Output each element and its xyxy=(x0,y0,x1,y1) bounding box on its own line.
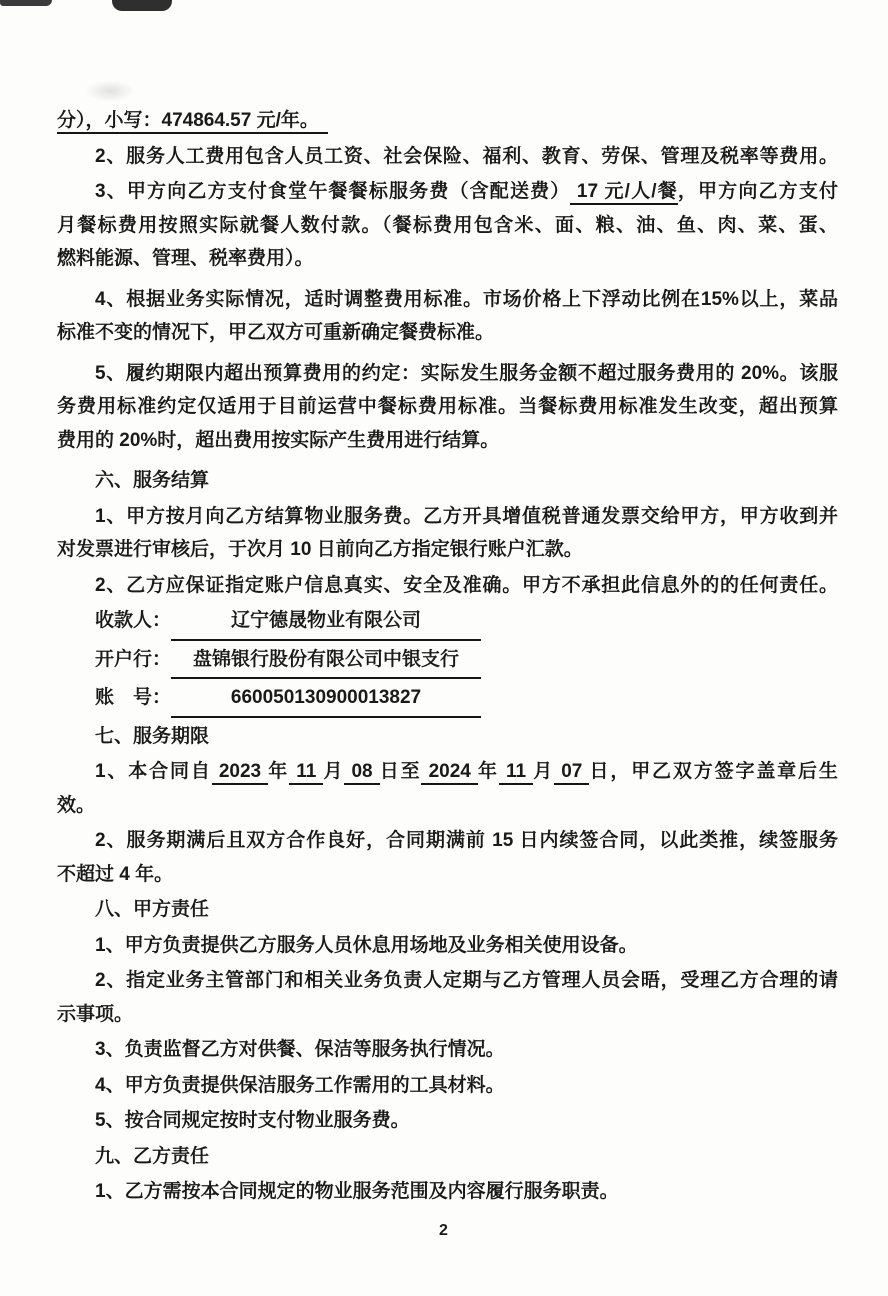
text-segment: 年 xyxy=(268,761,290,782)
text-line xyxy=(57,533,838,567)
text-segment: 1、甲方按月向乙方结算物业服务费。乙方开具增值税普通发票交给甲方，甲方收到并 xyxy=(95,505,838,527)
scan-artifact xyxy=(0,0,52,6)
text-segment: 4、甲方负责提供保洁服务工作需用的工具材料。 xyxy=(95,1074,505,1096)
text-line xyxy=(57,1175,838,1209)
text-line xyxy=(57,209,838,243)
text-segment: 燃料能源、管理、税率费用）。 xyxy=(57,248,314,269)
scan-artifact xyxy=(112,0,172,11)
text-segment: 不超过 4 年。 xyxy=(57,863,174,885)
text-segment: 务费用标准约定仅适用于目前运营中餐标费用标准。当餐标费用标准发生改变，超出预算 xyxy=(57,396,838,417)
text-segment: 效。 xyxy=(57,794,96,816)
clause-a2 xyxy=(57,964,838,1031)
section-title: 六、服务结算 xyxy=(95,470,210,491)
text-segment: 对发票进行审核后，于次月 10 日前向乙方指定银行账户汇款。 xyxy=(57,539,583,560)
end-year: 2024 xyxy=(421,761,478,785)
text-line xyxy=(57,569,838,603)
text-line xyxy=(57,755,838,789)
payee-name: 辽宁德晟物业有限公司 xyxy=(171,604,481,641)
section-title: 九、乙方责任 xyxy=(95,1145,210,1167)
text-segment: 开户行： xyxy=(95,648,172,670)
text-segment: 1、甲方负责提供乙方服务人员休息用场地及业务相关使用设备。 xyxy=(95,934,638,956)
bank-line xyxy=(57,643,838,680)
end-month: 11 xyxy=(499,761,533,785)
clause-a5 xyxy=(57,1104,838,1138)
bank-name: 盘锦银行股份有限公司中银支行 xyxy=(171,643,481,680)
clause-a3 xyxy=(57,1033,838,1067)
text-line xyxy=(57,357,838,391)
end-day: 07 xyxy=(554,761,589,785)
text-segment: 账 号： xyxy=(95,687,172,708)
clause-a1 xyxy=(57,929,838,963)
clause-a4 xyxy=(57,1069,838,1103)
page-number: 2 xyxy=(439,1222,449,1239)
payee-line xyxy=(57,604,838,641)
text-line xyxy=(57,175,838,209)
start-day: 08 xyxy=(344,761,379,785)
text-segment: 1、乙方需按本合同规定的物业服务范围及内容履行服务职责。 xyxy=(95,1181,619,1202)
clause-contract-term xyxy=(57,755,838,822)
text-line xyxy=(57,893,838,927)
text-line xyxy=(57,789,838,823)
clause-account-accuracy xyxy=(57,569,838,603)
account-line xyxy=(57,681,838,718)
clause-meal-fee xyxy=(57,175,838,276)
text-line xyxy=(57,464,838,498)
text-segment: 2、服务人工费用包含人员工资、社会保险、福利、教育、劳保、管理及税率等费用。 xyxy=(95,145,838,167)
text-line xyxy=(57,998,838,1032)
meal-price-per-person: 17 元/人/餐 xyxy=(570,181,677,205)
text-segment: 日至 xyxy=(379,761,422,782)
text-line xyxy=(57,140,838,174)
text-segment: 3、负责监督乙方对供餐、保洁等服务执行情况。 xyxy=(95,1039,505,1060)
clause-labor-cost xyxy=(57,140,838,174)
section-eight-party-a xyxy=(57,893,838,927)
text-segment: 费用的 20%时，超出费用按实际产生费用进行结算。 xyxy=(57,429,500,451)
text-line xyxy=(57,424,838,458)
text-segment: 标准不变的情况下，甲乙双方可重新确定餐费标准。 xyxy=(57,322,495,343)
text-segment: 2、服务期满后且双方合作良好，合同期满前 15 日内续签合同，以此类推，续签服务 xyxy=(95,830,838,851)
amount-in-figures: 分），小写：474864.57 元/年。 xyxy=(57,110,328,134)
text-segment: 5、按合同规定按时支付物业服务费。 xyxy=(95,1110,410,1131)
text-line xyxy=(57,500,838,534)
section-title: 八、甲方责任 xyxy=(95,899,210,920)
text-line xyxy=(57,104,838,138)
text-line xyxy=(57,824,838,858)
text-line xyxy=(57,643,838,680)
text-line xyxy=(57,1104,838,1138)
text-line xyxy=(57,720,838,754)
clause-monthly-settlement xyxy=(57,500,838,567)
section-nine-party-b xyxy=(57,1140,838,1174)
clause-budget-excess xyxy=(57,357,838,458)
text-line xyxy=(57,242,838,276)
clause-price-adjustment xyxy=(57,283,838,350)
text-line xyxy=(57,1069,838,1103)
text-segment: 年 xyxy=(478,761,499,782)
start-month: 11 xyxy=(289,761,323,785)
text-line xyxy=(57,858,838,892)
section-six-settlement xyxy=(57,464,838,498)
amount-continuation-line xyxy=(57,104,838,138)
text-line xyxy=(57,283,838,317)
text-line xyxy=(57,929,838,963)
document-body xyxy=(57,104,838,1211)
text-line xyxy=(57,390,838,424)
text-line xyxy=(57,316,838,350)
text-segment: ，甲方向乙方支付 xyxy=(677,181,838,202)
section-title: 七、服务期限 xyxy=(95,725,210,747)
text-segment: 5、履约期限内超出预算费用的约定：实际发生服务金额不超过服务费用的 20%。该服 xyxy=(95,362,838,384)
text-line xyxy=(57,1033,838,1067)
text-segment: 月 xyxy=(323,761,345,782)
clause-b1 xyxy=(57,1175,838,1209)
account-number: 660050130900013827 xyxy=(171,681,481,718)
text-segment: 月 xyxy=(533,761,555,782)
text-segment: 收款人： xyxy=(95,610,172,631)
clause-renewal xyxy=(57,824,838,891)
text-segment: 月餐标费用按照实际就餐人数付款。（餐标费用包含米、面、粮、油、鱼、肉、菜、蛋、 xyxy=(57,214,838,236)
text-line xyxy=(57,1140,838,1174)
text-line xyxy=(57,604,838,641)
text-segment: 示事项。 xyxy=(57,1003,134,1025)
text-segment: 2、乙方应保证指定账户信息真实、安全及准确。甲方不承担此信息外的的任何责任。 xyxy=(95,574,838,596)
text-segment: 日，甲乙双方签字盖章后生 xyxy=(589,761,838,782)
text-segment: 3、甲方向乙方支付食堂午餐餐标服务费（含配送费） xyxy=(95,181,571,202)
scan-smudge xyxy=(85,80,135,102)
text-segment: 4、根据业务实际情况，适时调整费用标准。市场价格上下浮动比例在15%以上，菜品 xyxy=(95,288,838,310)
section-seven-term xyxy=(57,720,838,754)
text-segment: 1、本合同自 xyxy=(95,761,212,782)
text-line xyxy=(57,964,838,998)
text-line xyxy=(57,681,838,718)
start-year: 2023 xyxy=(212,761,269,785)
text-segment: 2、指定业务主管部门和相关业务负责人定期与乙方管理人员会晤，受理乙方合理的请 xyxy=(95,970,838,991)
